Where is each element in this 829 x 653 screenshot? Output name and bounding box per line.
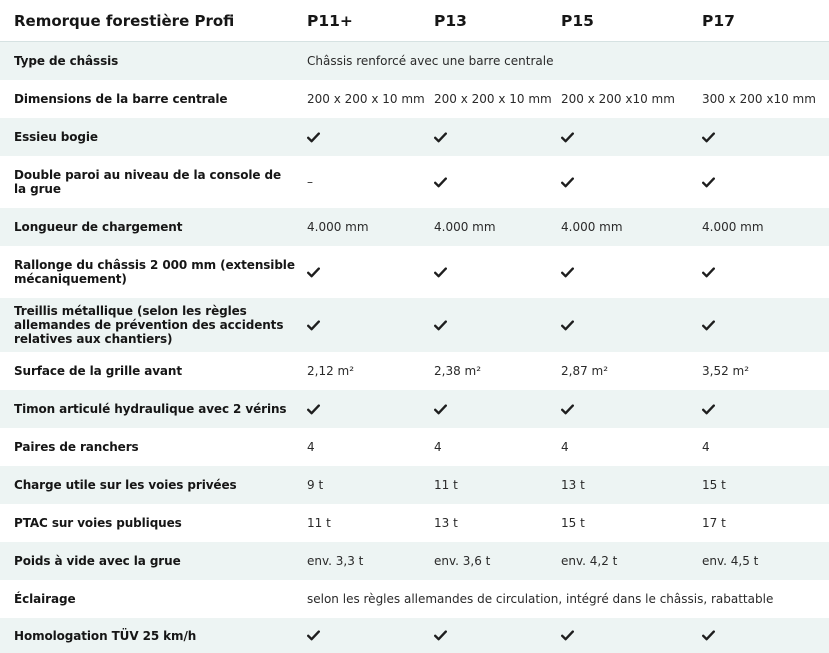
check-icon (434, 390, 559, 428)
check-icon (307, 320, 320, 331)
check-icon (702, 267, 715, 278)
check-icon (702, 132, 715, 143)
cell-value: 15 t (702, 478, 726, 492)
check-icon (702, 404, 715, 415)
check-icon (434, 618, 559, 653)
table-row (0, 504, 829, 542)
cell-value: 3,52 m² (702, 364, 750, 378)
row-label: Rallonge du châssis 2 000 mm (extensible mécaniquement) (14, 258, 295, 286)
model-header-p11plus: P11+ (307, 11, 353, 30)
check-icon (434, 320, 447, 331)
row-label: Timon articulé hydraulique avec 2 vérins (14, 402, 287, 416)
check-icon (561, 320, 574, 331)
row-label: Éclairage (14, 592, 76, 606)
table-row (0, 580, 829, 618)
row-label: Dimensions de la barre centrale (14, 92, 228, 106)
check-icon (307, 390, 432, 428)
table-header (0, 0, 829, 42)
table-row (0, 118, 829, 156)
row-label: Longueur de chargement (14, 220, 183, 234)
cell-value: 4.000 mm (561, 220, 623, 234)
check-icon (702, 298, 829, 352)
cell-value: 4.000 mm (307, 220, 369, 234)
check-icon (561, 177, 574, 188)
check-icon (561, 630, 574, 641)
model-header-p13: P13 (434, 11, 467, 30)
check-icon (307, 618, 432, 653)
table-row (0, 246, 829, 298)
check-icon (307, 246, 432, 298)
check-icon (561, 404, 574, 415)
cell-value: env. 3,3 t (307, 554, 364, 568)
model-header-p17: P17 (702, 11, 735, 30)
cell-value: 4.000 mm (434, 220, 496, 234)
check-icon (702, 177, 715, 188)
check-icon (561, 618, 701, 653)
check-icon (434, 267, 447, 278)
check-icon (561, 390, 701, 428)
cell-value: 17 t (702, 516, 726, 530)
cell-value: 4 (434, 440, 442, 454)
cell-value: 200 x 200 x10 mm (561, 92, 675, 106)
dash-value: – (307, 175, 313, 189)
spanning-value: Châssis renforcé avec une barre centrale (307, 54, 554, 68)
check-icon (561, 246, 701, 298)
cell-value: 11 t (434, 478, 458, 492)
row-label: Double paroi au niveau de la console de la grue (14, 168, 282, 196)
table-row (0, 618, 829, 653)
row-label: Homologation TÜV 25 km/h (14, 628, 197, 643)
cell-value: 13 t (434, 516, 458, 530)
check-icon (702, 156, 829, 208)
cell-value: env. 4,2 t (561, 554, 618, 568)
cell-value: 4.000 mm (702, 220, 764, 234)
check-icon (561, 132, 574, 143)
cell-value: 200 x 200 x 10 mm (307, 92, 425, 106)
check-icon (702, 618, 829, 653)
spanning-value: selon les règles allemandes de circulation, intégré dans le châssis, rabattable (307, 592, 774, 606)
cell-value: 2,38 m² (434, 364, 482, 378)
cell-value: 300 x 200 x10 mm (702, 92, 816, 106)
table-row (0, 80, 829, 118)
row-label: Essieu bogie (14, 130, 98, 144)
check-icon (561, 156, 701, 208)
check-icon (434, 177, 447, 188)
check-icon (702, 246, 829, 298)
check-icon (434, 118, 559, 156)
check-icon (307, 132, 320, 143)
table-row (0, 542, 829, 580)
check-icon (561, 298, 701, 352)
check-icon (702, 320, 715, 331)
check-icon (307, 298, 432, 352)
check-icon (434, 246, 559, 298)
model-header-p15: P15 (561, 11, 594, 30)
row-label: Type de châssis (14, 54, 119, 68)
check-icon (434, 156, 559, 208)
cell-value: 2,87 m² (561, 364, 609, 378)
cell-value: env. 4,5 t (702, 554, 759, 568)
check-icon (561, 118, 701, 156)
cell-value: 4 (307, 440, 315, 454)
table-body (0, 42, 829, 653)
check-icon (307, 118, 432, 156)
check-icon (307, 267, 320, 278)
row-label: Surface de la grille avant (14, 364, 183, 378)
table-row (0, 466, 829, 504)
table-title: Remorque forestière Profi (14, 11, 235, 30)
cell-value: 9 t (307, 478, 324, 492)
check-icon (702, 390, 829, 428)
cell-value: 4 (561, 440, 569, 454)
table-row (0, 390, 829, 428)
cell-value: 13 t (561, 478, 585, 492)
check-icon (702, 118, 829, 156)
check-icon (702, 630, 715, 641)
check-icon (561, 267, 574, 278)
table-row (0, 208, 829, 246)
check-icon (434, 132, 447, 143)
row-label: Poids à vide avec la grue (14, 554, 181, 568)
cell-value: env. 3,6 t (434, 554, 491, 568)
check-icon (307, 404, 320, 415)
cell-value: 200 x 200 x 10 mm (434, 92, 552, 106)
check-icon (434, 404, 447, 415)
row-label: Charge utile sur les voies privées (14, 478, 237, 492)
check-icon (307, 630, 320, 641)
check-icon (434, 630, 447, 641)
table-row (0, 42, 829, 80)
table-row (0, 352, 829, 390)
row-label: Treillis métallique (selon les règles allemandes de prévention des accidents relatives aux chantiers) (14, 304, 284, 346)
table-row (0, 298, 829, 352)
row-label: PTAC sur voies publiques (14, 516, 182, 530)
check-icon (434, 298, 559, 352)
cell-value: 4 (702, 440, 710, 454)
table-row (0, 156, 829, 208)
cell-value: 15 t (561, 516, 585, 530)
table-row (0, 428, 829, 466)
cell-value: 2,12 m² (307, 364, 355, 378)
row-label: Paires de ranchers (14, 440, 139, 454)
cell-value: 11 t (307, 516, 331, 530)
